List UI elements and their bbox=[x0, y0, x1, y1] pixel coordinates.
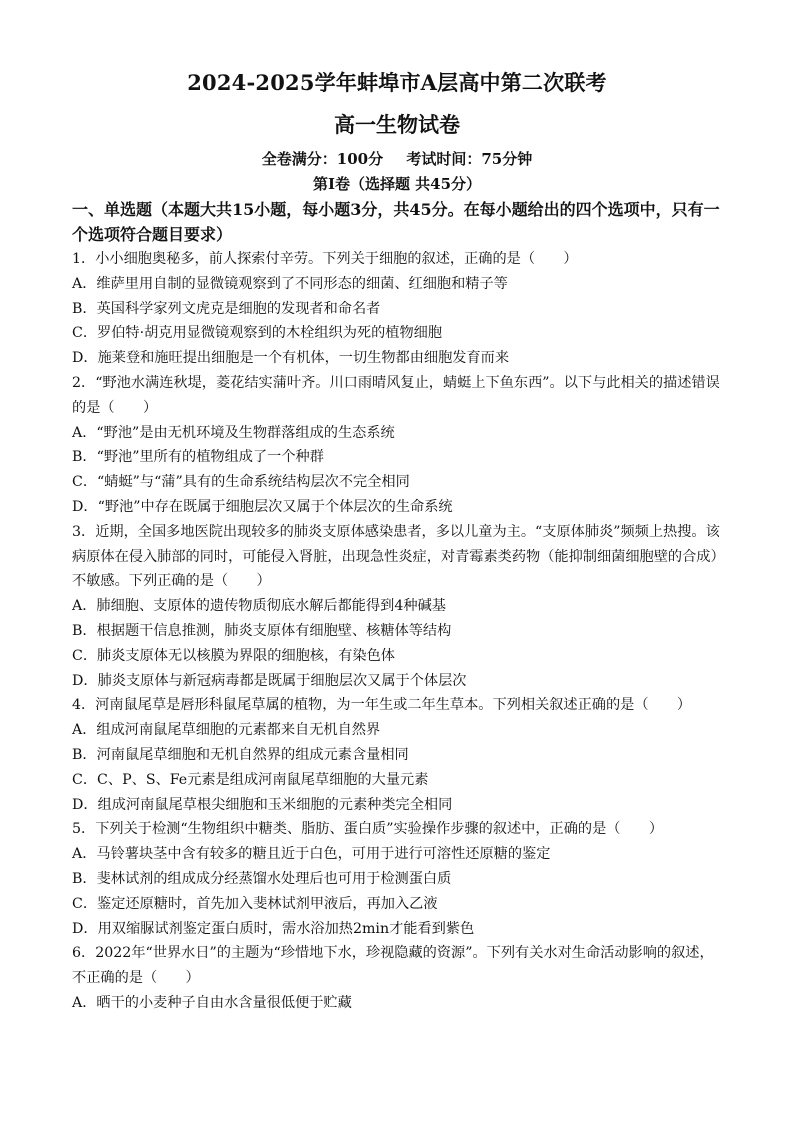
option-b: B．河南鼠尾草细胞和无机自然界的组成元素含量相同 bbox=[72, 746, 409, 763]
option-a: A．组成河南鼠尾草细胞的元素都来自无机自然界 bbox=[72, 722, 381, 739]
question-1 bbox=[72, 247, 722, 371]
option-a: A．“野池”是由无机环境及生物群落组成的生态系统 bbox=[72, 424, 395, 441]
question-stem: 5．下列关于检测“生物组织中糖类、脂肪、蛋白质”实验操作步骤的叙述中，正确的是（ ） bbox=[72, 821, 664, 838]
question-stem: 6．2022年“世界水日”的主题为“珍惜地下水，珍视隐藏的资源”。下列有关水对生命活动影响的叙述，不正确的是（ ） bbox=[72, 945, 714, 987]
option-a: A．肺细胞、支原体的遗传物质彻底水解后都能得到4种碱基 bbox=[72, 598, 446, 615]
question-6 bbox=[72, 941, 722, 1015]
exam-time-label: 考试时间：75分钟 bbox=[406, 150, 533, 168]
option-d: D．用双缩脲试剂鉴定蛋白质时，需水浴加热2min才能看到紫色 bbox=[72, 920, 475, 937]
volume-heading: 第Ⅰ卷（选择题 共45分） bbox=[312, 175, 482, 193]
option-c: C．“蜻蜓”与“蒲”具有的生命系统结构层次不完全相同 bbox=[72, 474, 410, 491]
option-d: D．施莱登和施旺提出细胞是一个有机体，一切生物都由细胞发育而来 bbox=[72, 350, 510, 367]
exam-meta bbox=[72, 148, 722, 170]
option-d: D．肺炎支原体与新冠病毒都是既属于细胞层次又属于个体层次 bbox=[72, 672, 467, 689]
option-b: B．英国科学家列文虎克是细胞的发现者和命名者 bbox=[72, 300, 381, 317]
question-4 bbox=[72, 693, 722, 817]
option-b: B．斐林试剂的组成成分经蒸馏水处理后也可用于检测蛋白质 bbox=[72, 870, 452, 887]
option-c: C．鉴定还原糖时，首先加入斐林试剂甲液后，再加入乙液 bbox=[72, 895, 438, 912]
option-b: B．根据题干信息推测，肺炎支原体有细胞壁、核糖体等结构 bbox=[72, 622, 452, 639]
option-c: C．罗伯特·胡克用显微镜观察到的木栓组织为死的植物细胞 bbox=[72, 325, 443, 342]
option-a: A．马铃薯块茎中含有较多的糖且近于白色，可用于进行可溶性还原糖的鉴定 bbox=[72, 846, 551, 863]
option-a: A．维萨里用自制的显微镜观察到了不同形态的细菌、红细胞和精子等 bbox=[72, 275, 508, 292]
question-stem: 4．河南鼠尾草是唇形科鼠尾草属的植物，为一年生或二年生草本。下列相关叙述正确的是（ ） bbox=[72, 697, 692, 714]
exam-title: 2024-2025学年蚌埠市A层高中第二次联考 bbox=[187, 70, 607, 95]
question-2 bbox=[72, 371, 722, 520]
option-b: B．“野池”里所有的植物组成了一个种群 bbox=[72, 449, 324, 466]
question-stem: 1．小小细胞奥秘多，前人探索付辛劳。下列关于细胞的叙述，正确的是（ ） bbox=[72, 251, 578, 267]
full-score-label: 全卷满分：100分 bbox=[261, 150, 384, 168]
exam-subtitle: 高一生物试卷 bbox=[334, 112, 460, 137]
section-heading: 一、单选题（本题大共15小题，每小题3分，共45分。在每小题给出的四个选项中，只有一个选项符合题目要求） bbox=[72, 200, 720, 244]
option-d: D．“野池”中存在既属于细胞层次又属于个体层次的生命系统 bbox=[72, 498, 453, 515]
option-c: C．C、P、S、Fe元素是组成河南鼠尾草细胞的大量元素 bbox=[72, 771, 429, 788]
option-d: D．组成河南鼠尾草根尖细胞和玉米细胞的元素种类完全相同 bbox=[72, 796, 453, 813]
question-stem: 3．近期，全国多地医院出现较多的肺炎支原体感染患者，多以儿童为主。“支原体肺炎”频频上热搜。该病原体在侵入肺部的同时，可能侵入肾脏，出现急性炎症，对青霉素类药物（能抑制细菌细胞壁的合成）不敏感。下列正确的是（ ） bbox=[72, 523, 720, 590]
option-c: C．肺炎支原体无以核膜为界限的细胞核，有染色体 bbox=[72, 647, 395, 664]
question-stem: 2．“野池水满连秋堤，菱花结实蒲叶齐。川口雨晴风复止，蜻蜓上下鱼东西”。以下与此相关的描述错误的是（ ） bbox=[72, 374, 720, 416]
option-a: A．晒干的小麦种子自由水含量很低便于贮藏 bbox=[72, 994, 352, 1011]
question-5 bbox=[72, 817, 722, 941]
question-3 bbox=[72, 520, 722, 694]
